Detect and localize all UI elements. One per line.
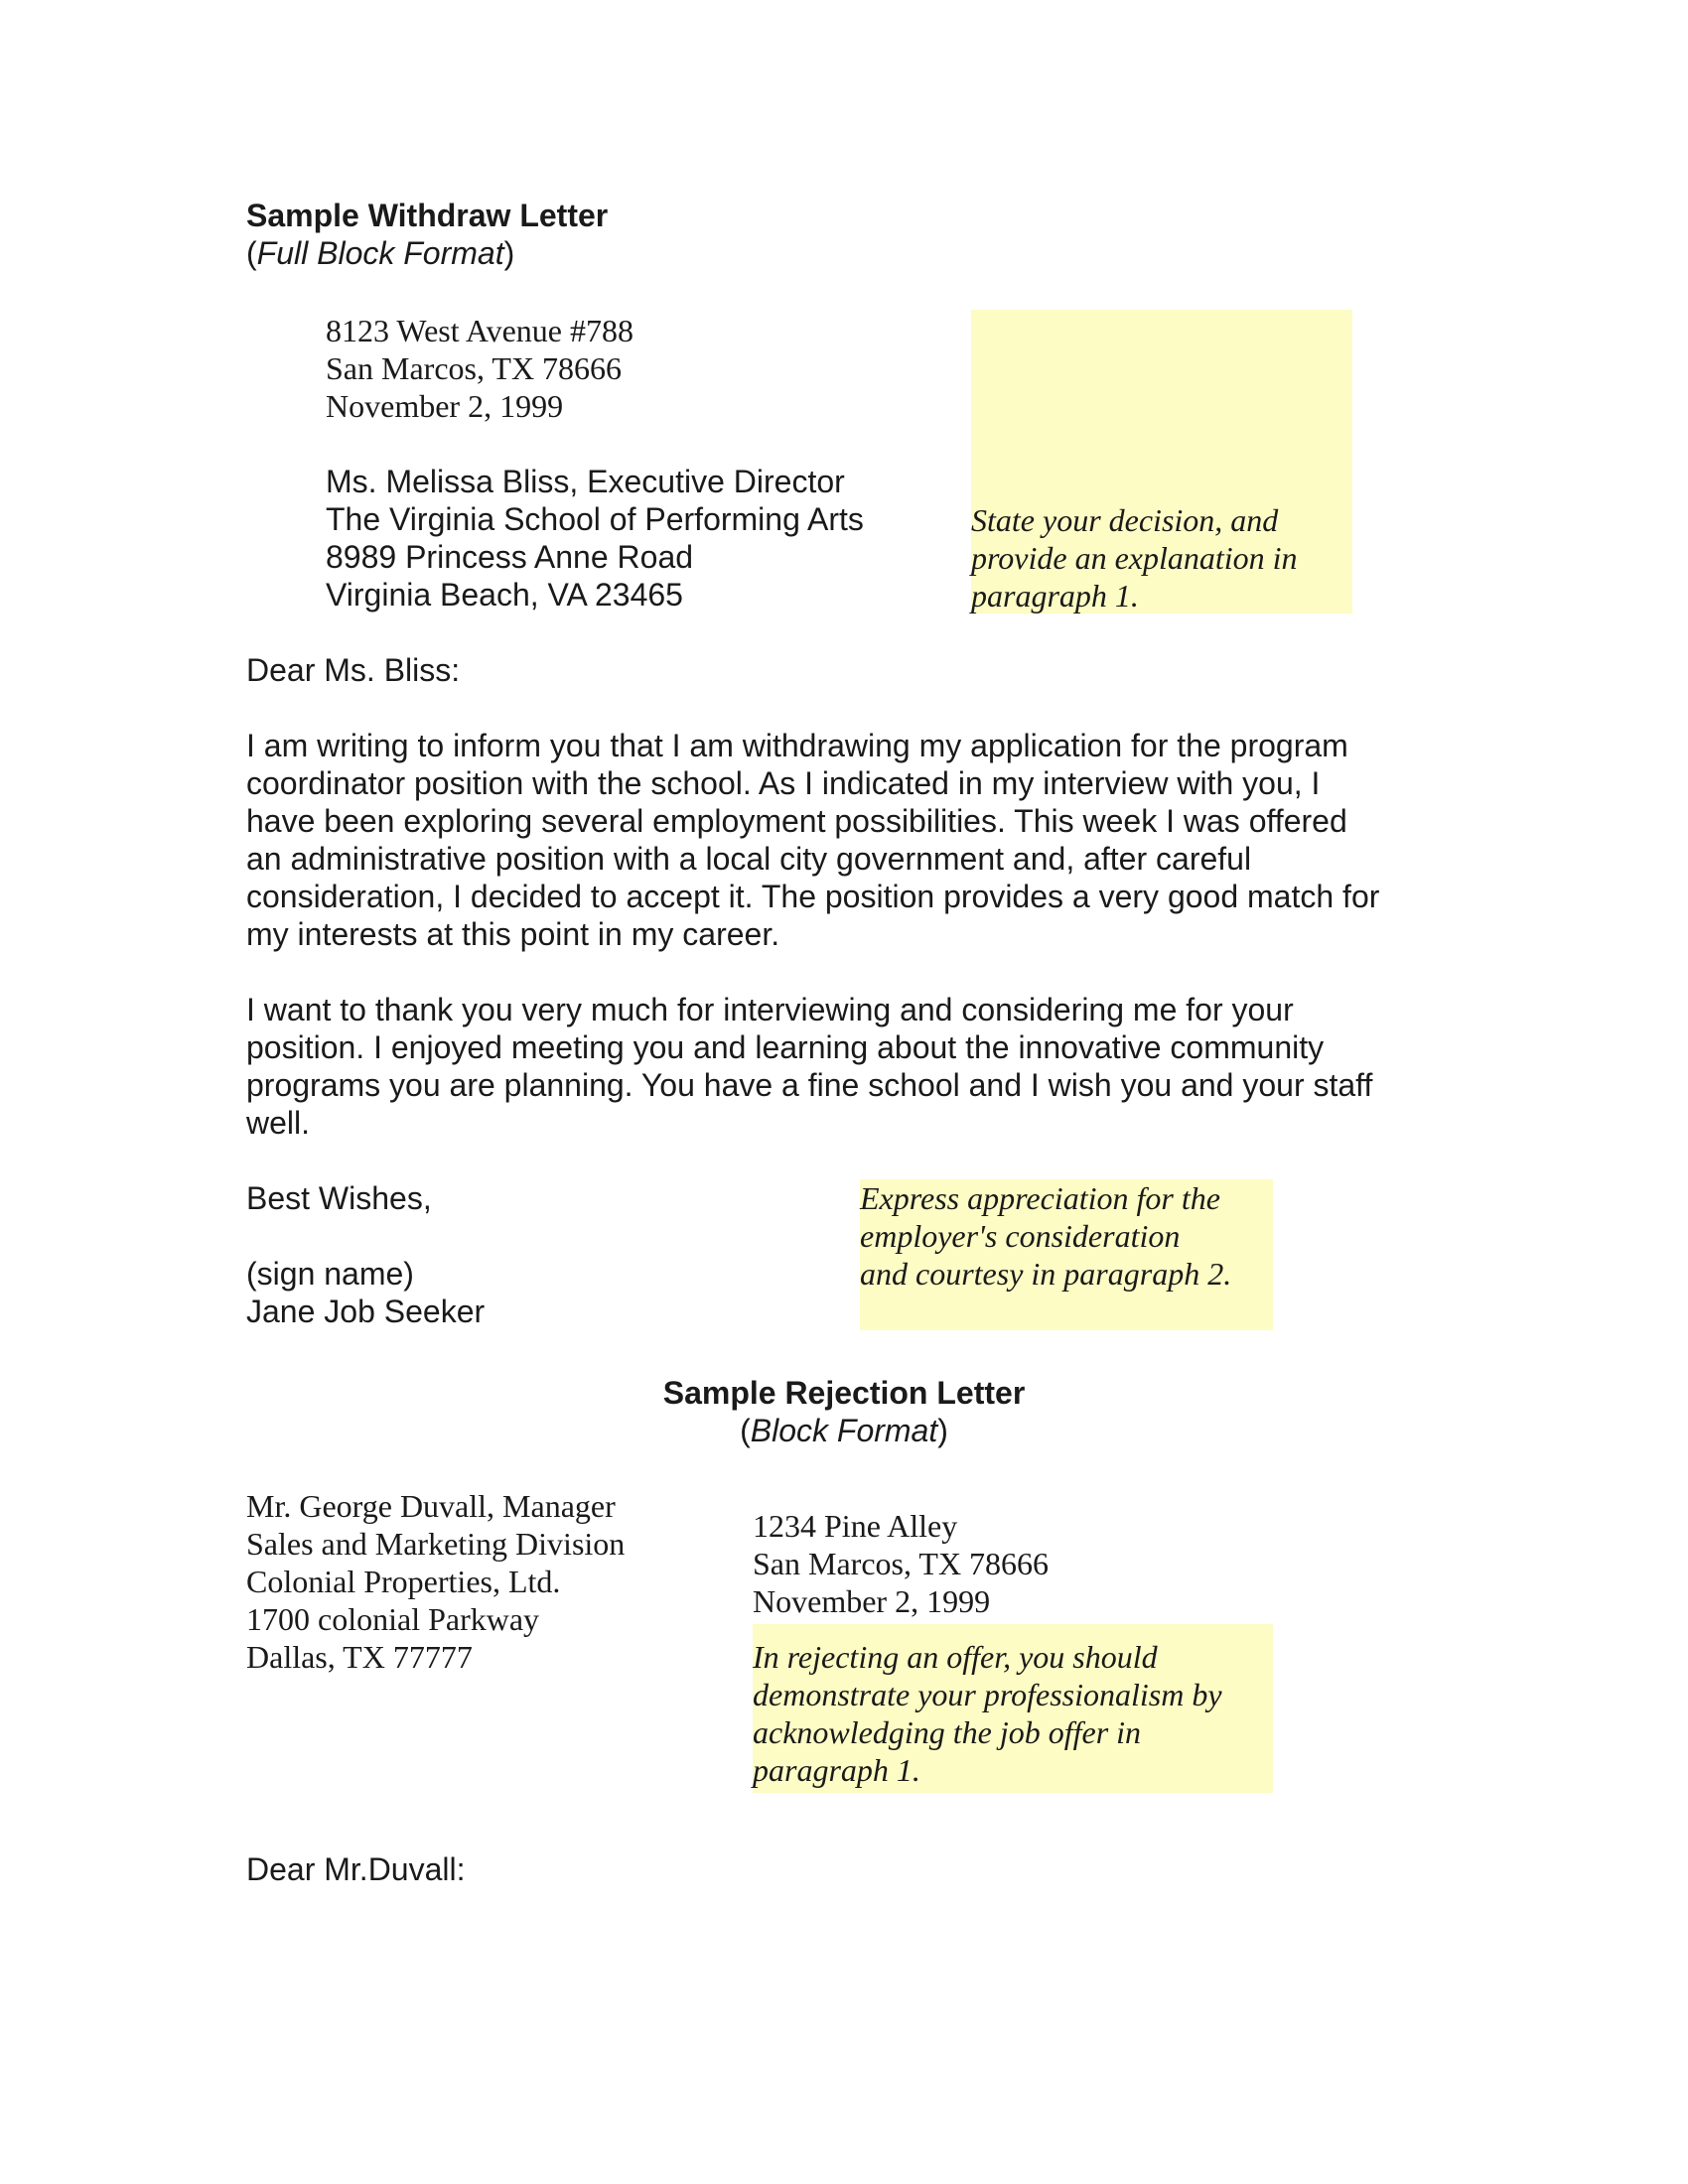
rejection-salutation: Dear Mr.Duvall: [246, 1851, 466, 1887]
withdraw-format: (Full Block Format) [246, 235, 515, 271]
withdraw-note-appreciation: Express appreciation for the employer's consideration and courtesy in paragraph 2. [860, 1179, 1273, 1330]
withdraw-salutation: Dear Ms. Bliss: [246, 652, 461, 688]
rejection-format: (Block Format) [740, 1413, 948, 1448]
signer-name: Jane Job Seeker [246, 1294, 486, 1329]
date-line: November 2, 1999 [753, 1583, 991, 1619]
address-line: 8123 West Avenue #788 [326, 313, 633, 348]
withdraw-note-decision: State your decision, and provide an explanation in paragraph 1. [971, 310, 1352, 614]
withdraw-paragraph-1: I am writing to inform you that I am withdrawing my application for the program coordinator position with the school. As I indicated in my interview with you, I have been exploring several employment possibilities. This week I was offered an administrative position with a local city government and, after careful consideration, I decided to accept it. The position provides a very good match for my interests at this point in my career. [246, 728, 1380, 952]
withdraw-paragraph-2: I want to thank you very much for interviewing and considering me for your position. I enjoyed meeting you and learning about the innovative community programs you are planning. You have a fine school and I wish you and your staff well. [246, 992, 1373, 1141]
address-line: San Marcos, TX 78666 [326, 350, 623, 386]
rejection-note-professionalism: In rejecting an offer, you should demonstrate your professionalism by acknowledging the job offer in paragraph 1. [753, 1624, 1273, 1793]
withdraw-closing: Best Wishes, [246, 1180, 432, 1216]
withdraw-signature [246, 1255, 485, 1330]
date-line: November 2, 1999 [326, 388, 564, 424]
withdraw-recipient: Ms. Melissa Bliss, Executive Director The Virginia School of Performing Arts 8989 Princess Anne Road Virginia Beach, VA 23465 [326, 464, 864, 613]
sign-placeholder: (sign name) [246, 1256, 414, 1292]
withdraw-title: Sample Withdraw Letter [246, 198, 609, 233]
rejection-title: Sample Rejection Letter [662, 1375, 1026, 1411]
rejection-sender-address: 1234 Pine Alley San Marcos, TX 78666 November 2, 1999 [753, 1508, 1050, 1619]
rejection-recipient: Mr. George Duvall, Manager Sales and Marketing Division Colonial Properties, Ltd. 1700 colonial Parkway Dallas, TX 77777 [246, 1488, 626, 1675]
withdraw-sender-address [326, 312, 633, 425]
